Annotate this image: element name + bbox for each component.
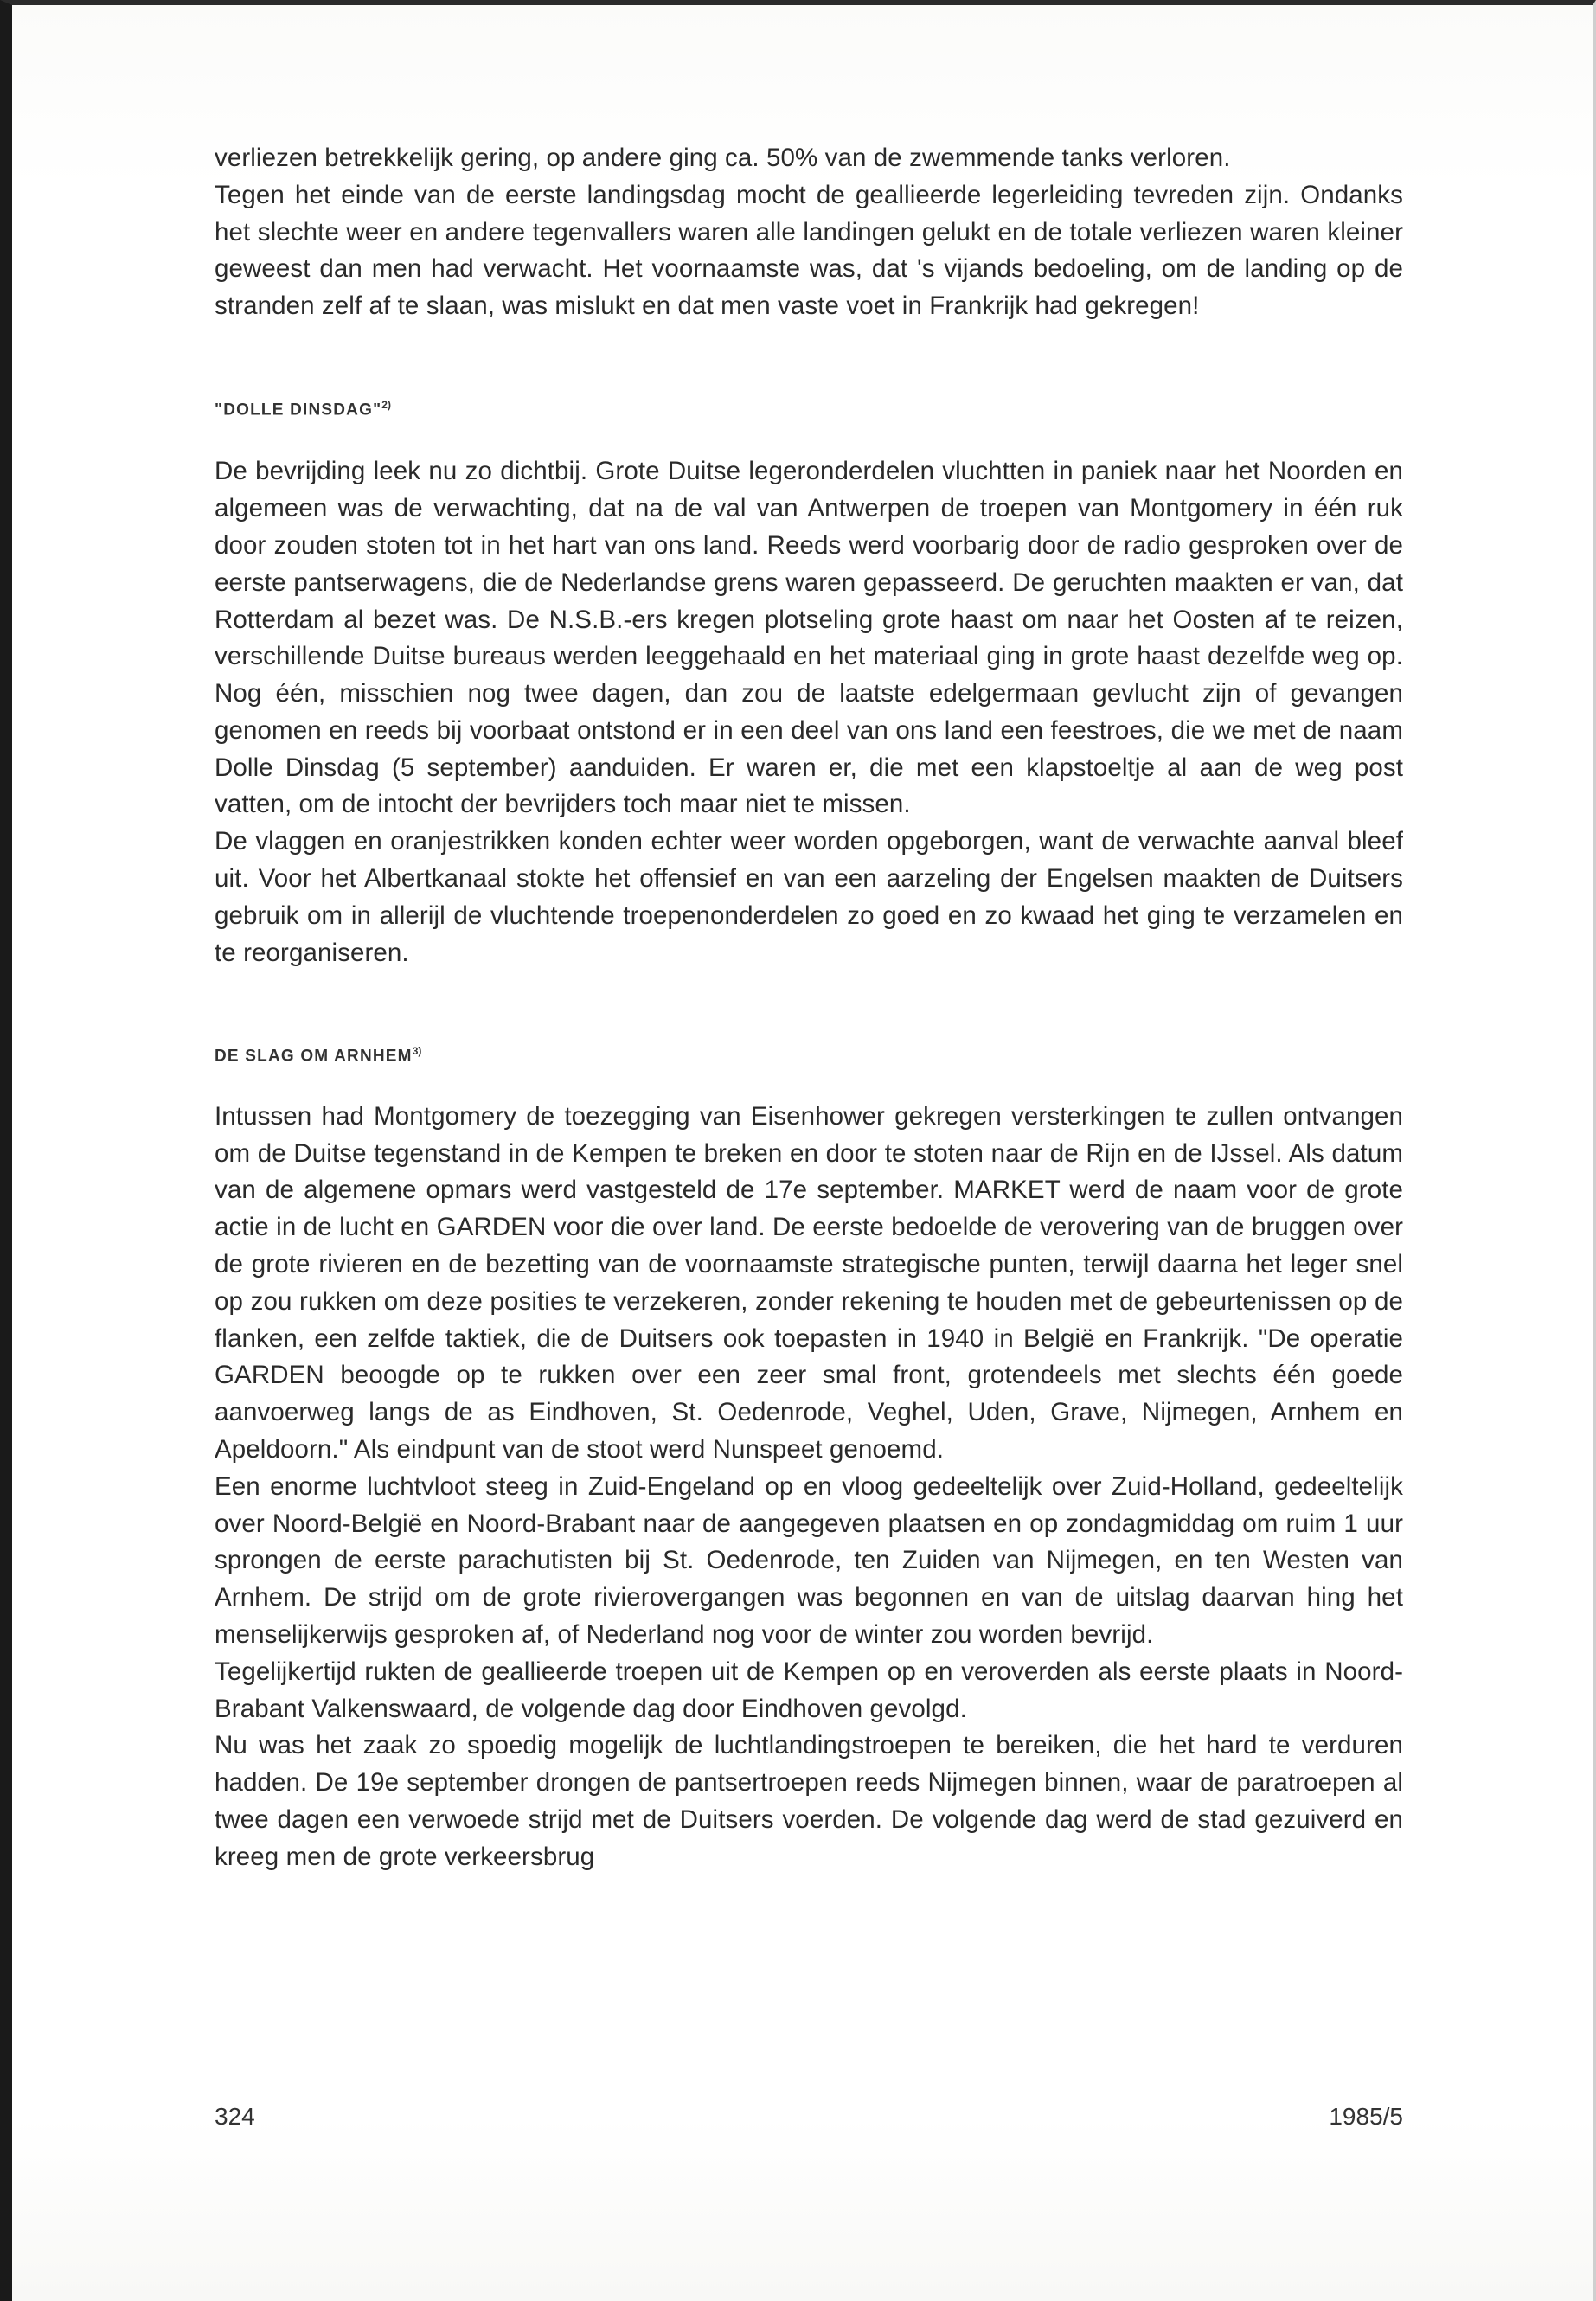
section-heading-text: "DOLLE DINSDAG"	[215, 401, 382, 420]
paragraph-intro-2: Tegen het einde van de eerste landingsdag mocht de geallieerde legerleiding tevreden zijn. Ondanks het slechte weer en andere tegenvallers waren alle landingen gelukt en de totale verliezen waren kleiner geweest dan men had verwacht. Het voornaamste was, dat 's vijands bedoeling, om de landing op de stranden zelf af te slaan, was mislukt en dat men vaste voet in Frankrijk had gekregen!	[215, 180, 1403, 321]
page-footer	[215, 2102, 1403, 2131]
page-number: 324	[215, 2103, 255, 2130]
section-heading-dolle-dinsdag	[215, 394, 1403, 420]
paragraph-arnhem-4: Nu was het zaak zo spoedig mogelijk de luchtlandingstroepen te bereiken, die het hard te verduren hadden. De 19e september drongen de pantsertroepen reeds Nijmegen binnen, waar de paratroepen al twee dagen een verwoede strijd met de Duitsers voerden. De volgende dag werd de stad gezuiverd en kreeg men de grote verkeersbrug	[215, 1731, 1403, 1871]
footnote-ref: 3)	[412, 1045, 422, 1058]
paragraph-dolle-1: De bevrijding leek nu zo dichtbij. Grote Duitse legeronderdelen vluchtten in paniek naar het Noorden en algemeen was de verwachting, dat na de val van Antwerpen de troepen van Montgomery in één ruk door zouden stoten tot in het hart van ons land. Reeds werd voorbarig door de radio gesproken over de eerste pantserwagens, die de Nederlandse grens waren gepasseerd. De geruchten maakten er van, dat Rotterdam al bezet was. De N.S.B.-ers kregen plotseling grote haast om naar het Oosten af te reizen, verschillende Duitse bureaus werden leeggehaald en het materiaal ging in grote haast dezelfde weg op. Nog één, misschien nog twee dagen, dan zou de laatste edelgermaan gevlucht zijn of gevangen genomen en reeds bij voorbaat ontstond er in een deel van ons land een feestroes, die we met de naam Dolle Dinsdag (5 september) aanduiden. Er waren er, die met een klapstoeltje al aan de weg post vatten, om de intocht der bevrijders toch maar niet te missen.	[215, 457, 1403, 819]
section-heading-slag-om-arnhem	[215, 1041, 1403, 1067]
paragraph-intro-1: verliezen betrekkelijk gering, op andere ging ca. 50% van de zwemmende tanks verloren.	[215, 144, 1231, 172]
paragraph-arnhem-1: Intussen had Montgomery de toezegging van Eisenhower gekregen versterkingen te zullen ontvangen om de Duitse tegenstand in de Kempen te breken en door te stoten naar de Rijn en de IJssel. Als datum van de algemene opmars werd vastgesteld de 17e september. MARKET werd de naam voor de grote actie in de lucht en GARDEN voor die over land. De eerste bedoelde de verovering van de bruggen over de grote rivieren en de bezetting van de voornaamste strategische punten, terwijl daarna het leger snel op zou rukken om deze posities te verzekeren, zonder rekening te houden met de gebeurtenissen op de flanken, een zelfde taktiek, die de Duitsers ook toepasten in 1940 in België en Frankrijk. "De operatie GARDEN beoogde op te rukken over een zeer smal front, grotendeels met slechts één goede aanvoerweg langs de as Eindhoven, St. Oedenrode, Veghel, Uden, Grave, Nijmegen, Arnhem en Apeldoorn." Als eindpunt van de stoot werd Nunspeet genoemd.	[215, 1101, 1403, 1464]
issue-number: 1985/5	[1329, 2103, 1403, 2130]
footnote-ref: 2)	[381, 398, 391, 411]
document-body	[215, 140, 1403, 1876]
paragraph-arnhem-3: Tegelijkertijd rukten de geallieerde troepen uit de Kempen op en veroverden als eerste plaats in Noord-Brabant Valkenswaard, de volgende dag door Eindhoven gevolgd.	[215, 1657, 1403, 1723]
paragraph-arnhem-2: Een enorme luchtvloot steeg in Zuid-Engeland op en vloog gedeeltelijk over Zuid-Holland, gedeeltelijk over Noord-België en Noord-Brabant naar de aangegeven plaatsen en op zondagmiddag om ruim 1 uur sprongen de eerste parachutisten bij St. Oedenrode, ten Zuiden van Nijmegen, en ten Westen van Arnhem. De strijd om de grote rivierovergangen was begonnen en van de uitslag daarvan hing het menselijkerwijs gesproken af, of Nederland nog voor de winter zou worden bevrijd.	[215, 1471, 1403, 1649]
paragraph-dolle-2: De vlaggen en oranjestrikken konden echter weer worden opgeborgen, want de verwachte aanval bleef uit. Voor het Albertkanaal stokte het offensief en van een aarzeling der Engelsen maakten de Duitsers gebruik om in allerijl de vluchtende troepenonderdelen zo goed en zo kwaad het ging te verzamelen en te reorganiseren.	[215, 827, 1403, 967]
section-heading-text: DE SLAG OM ARNHEM	[215, 1047, 413, 1066]
